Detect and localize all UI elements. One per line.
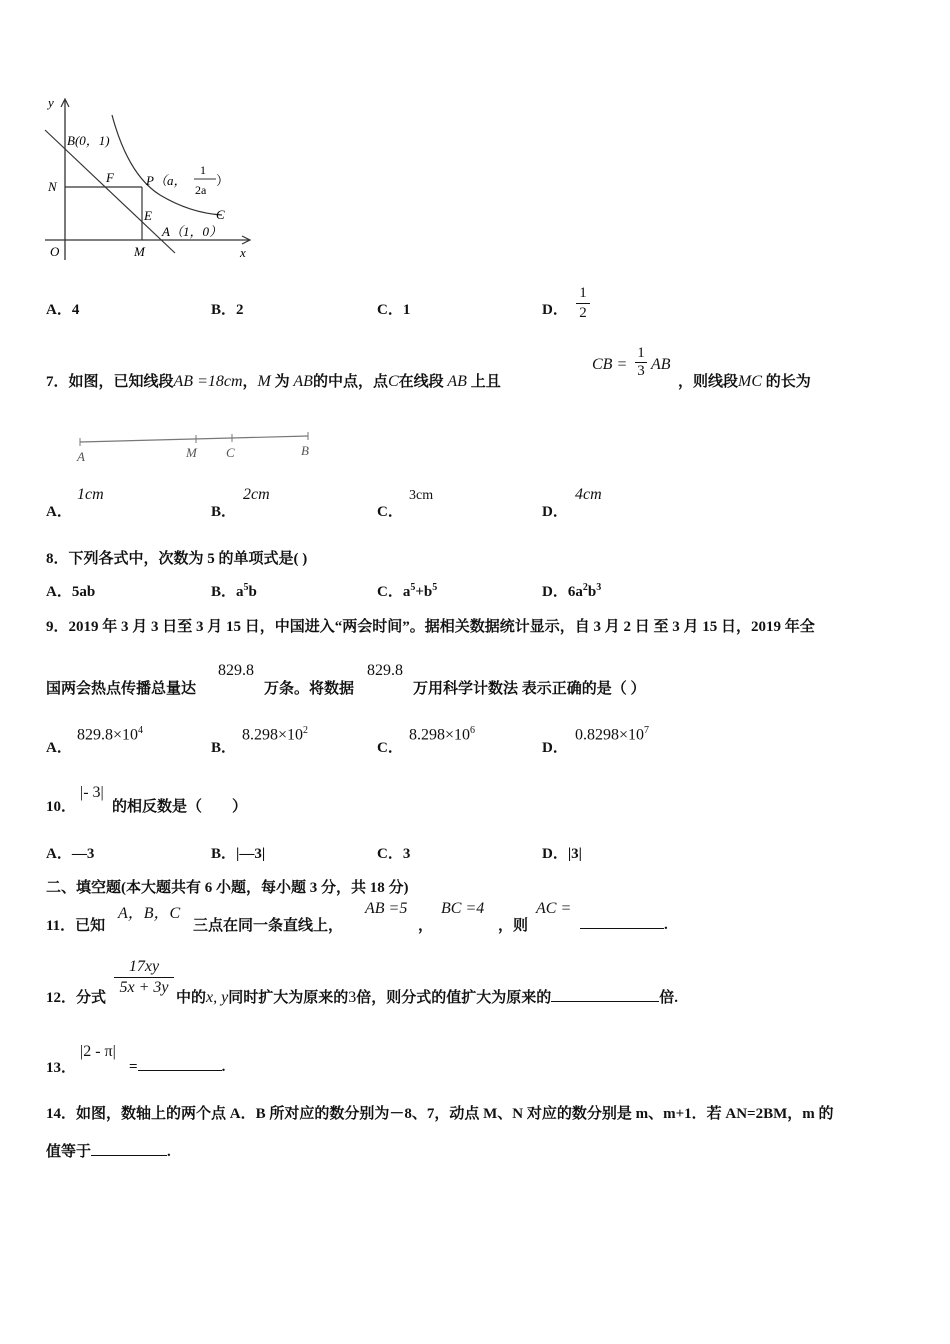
q10-option-c: C．3 (377, 846, 411, 862)
seg-label-m: M (186, 445, 197, 460)
point-p-label: P（a， (146, 173, 187, 188)
q7-segment-figure (72, 428, 322, 468)
q7-eq-right: AB (651, 356, 671, 373)
q7-option-a-letter: A． (46, 504, 72, 520)
q9-option-a-letter: A． (46, 740, 72, 756)
q6-option-d (542, 298, 568, 319)
point-n-label: N (48, 179, 57, 194)
answer-blank[interactable] (91, 1141, 167, 1156)
point-p-frac-den: 2a (195, 183, 207, 197)
option-letter: A． (46, 302, 72, 318)
q9-stem-line1: 9．2019 年 3 月 3 日至 3 月 15 日，中国进入“两会时间”。据相关数据统计显示，自 3 月 2 日 至 3 月 15 日，2019 年全 (46, 619, 815, 635)
q13-answer: = . (129, 1056, 225, 1076)
q6-option-c (377, 298, 410, 319)
q9-option-b-letter: B． (211, 740, 237, 756)
answer-blank[interactable] (551, 987, 659, 1002)
q8-option-b: B．$a^5b$ (211, 582, 257, 600)
q7-option-d-value: 4cm (575, 486, 602, 503)
q6-d-fraction (576, 285, 590, 322)
option-letter: B． (211, 302, 237, 318)
q11-comma: ， (418, 918, 434, 934)
q9-value-2: 829.8 (367, 662, 403, 679)
q11-number: 11．已知 (46, 918, 106, 934)
q6-option-b (211, 298, 244, 319)
option-value: 1 (402, 302, 411, 318)
q8-stem: 8．下列各式中，次数为 5 的单项式是( ) (46, 551, 308, 567)
q7-option-d-letter: D． (542, 504, 568, 520)
point-m-label: M (134, 244, 145, 259)
answer-blank[interactable] (580, 914, 664, 929)
q9-option-d-value: $0.8298\times 10^7$ (575, 725, 650, 744)
option-letter: D． (542, 302, 568, 318)
q9-option-c-letter: C． (377, 740, 403, 756)
fraction-denominator: 2 (579, 305, 587, 321)
point-p-frac-num: 1 (200, 163, 206, 177)
q10-option-d: D．|3| (542, 846, 582, 862)
q12-stem: 中的x, y同时扩大为原来的3倍，则分式的值扩大为原来的 倍. (176, 989, 679, 1006)
curve-c-label: C (216, 207, 225, 222)
point-e-label: E (144, 208, 152, 223)
q10-expression: |- 3| (80, 784, 104, 801)
q7-stem-end: ，则线段MC 的长为 (678, 373, 811, 390)
q12-number: 12．分式 (46, 990, 107, 1006)
q11-ac: AC = (536, 900, 572, 917)
q7-option-c-value: 3cm (409, 488, 434, 503)
seg-label-b: B (301, 443, 309, 458)
fraction-denominator: 5x + 3y (119, 979, 169, 996)
seg-label-a: A (77, 449, 85, 464)
q7-stem: 7．如图，已知线段AB =18cm，M 为 AB的中点，点C在线段 AB 上且 (46, 373, 501, 390)
q13-number: 13． (46, 1060, 77, 1076)
section-2-heading: 二、填空题(本大题共有 6 小题，每小题 3 分，共 18 分) (46, 880, 409, 896)
function-graph-figure (40, 95, 260, 265)
option-value: 4 (71, 302, 80, 318)
option-letter: C． (377, 302, 403, 318)
q13-expression: |2 - π| (80, 1043, 116, 1060)
q7-option-c-letter: C． (377, 504, 403, 520)
q9-option-a-value: $829.8\times 10^4$ (77, 725, 144, 744)
q9-option-b-value: $8.298\times 10^2$ (242, 725, 309, 744)
q12-fraction (114, 958, 174, 997)
q14-stem-line1: 14．如图，数轴上的两个点 A．B 所对应的数分别为－8、7，动点 M、N 对应的数分别是 m、m+1．若 AN=2BM，m 的 (46, 1106, 834, 1122)
q9-stem-line2a: 国两会热点传播总量达 (46, 681, 197, 697)
q9-stem-line2c: 万用科学计数法 表示正确的是（ ） (413, 681, 646, 697)
answer-blank[interactable] (138, 1056, 222, 1071)
q11-bc: BC =4 (441, 900, 485, 917)
q11-then: ，则 (498, 918, 529, 934)
q11-stem-1: 三点在同一条直线上， (193, 918, 344, 934)
q8-option-a: A．5ab (46, 584, 96, 600)
q11-points: A，B，C (118, 905, 181, 922)
q6-option-a (46, 298, 79, 319)
x-axis-label: x (240, 245, 246, 260)
q10-option-a: A．—3 (46, 846, 95, 862)
q10-stem: 的相反数是（ ） (112, 799, 248, 815)
point-b-label: B(0，1) (67, 133, 110, 148)
q7-eq-left: CB = (592, 356, 628, 373)
y-axis-label: y (48, 95, 54, 110)
point-f-label: F (106, 170, 114, 185)
q11-answer: . (580, 914, 668, 934)
q9-value-1: 829.8 (218, 662, 254, 679)
point-p-close: ） (216, 173, 230, 188)
q7-option-b-value: 2cm (243, 486, 270, 503)
fraction-numerator: 1 (579, 285, 587, 301)
origin-label: O (50, 244, 60, 259)
q11-ab: AB =5 (365, 900, 408, 917)
q9-option-d-letter: D． (542, 740, 568, 756)
point-a-label: A（1，0） (162, 224, 222, 239)
q7-option-b-letter: B． (211, 504, 237, 520)
q10-number: 10． (46, 799, 77, 815)
q8-option-c: C．$a^5+b^5$ (377, 582, 438, 600)
q7-fraction: 1 3 (635, 345, 647, 380)
q10-option-b: B．|—3| (211, 846, 266, 862)
option-value: 2 (236, 302, 244, 318)
fraction-numerator: 17xy (128, 958, 160, 975)
q9-option-c-value: $8.298\times 10^6$ (409, 725, 476, 744)
seg-label-c: C (226, 445, 235, 460)
q7-option-a-value: 1cm (77, 486, 104, 503)
q14-stem-line2: 值等于 . (46, 1140, 171, 1161)
q8-option-d: D．$6a^2b^3$ (542, 582, 602, 600)
q9-stem-line2b: 万条。将数据 (264, 681, 355, 697)
